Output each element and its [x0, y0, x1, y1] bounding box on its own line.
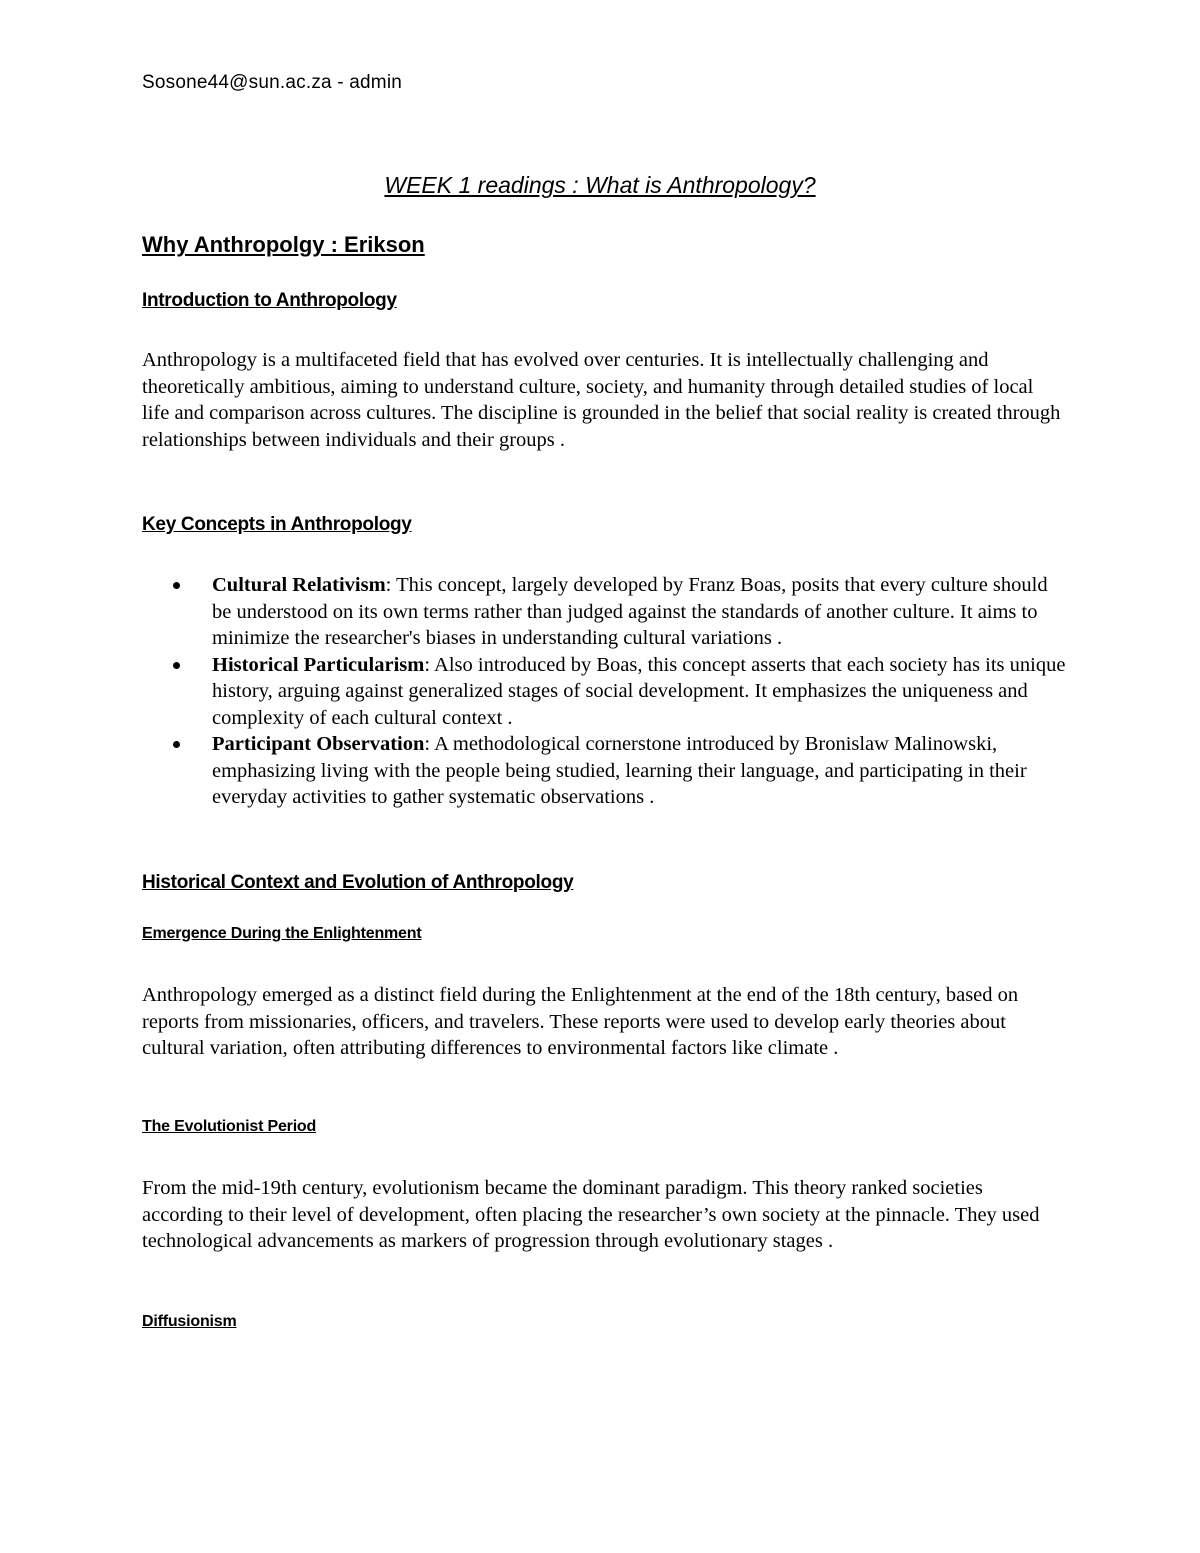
- enlightenment-paragraph: Anthropology emerged as a distinct field during the Enlightenment at the end of the 18th century, based on reports from missionaries, officers, and travelers. These reports were used to develop early theories about cultural variation, often attributing differences to environmental factors like climate .: [142, 984, 1019, 1059]
- concept-term: Historical Particularism: [212, 653, 425, 676]
- concept-text: : A methodological cornerstone introduced by Bronislaw Malinowski, emphasizing living with the people being studied, learning their language, and participating in their everyday activities to gather systematic observations .: [212, 733, 1027, 808]
- document-title: WEEK 1 readings : What is Anthropology?: [384, 172, 816, 198]
- user-header-line: Sosone44@sun.ac.za - admin: [142, 72, 403, 93]
- intro-heading: Introduction to Anthropology: [142, 290, 397, 311]
- key-concepts-list: [142, 572, 1067, 811]
- list-item: [142, 652, 1067, 732]
- concept-text: : Also introduced by Boas, this concept asserts that each society has its unique history, arguing against generalized stages of social development. It emphasizes the uniqueness and complexity of each cultural context .: [212, 653, 1066, 729]
- concept-term: Participant Observation: [212, 733, 425, 755]
- concept-text: : This concept, largely developed by Franz Boas, posits that every culture should be understood on its own terms rather than judged against the standards of another culture. It aims to minimize the researcher's biases in understanding cultural variations .: [212, 574, 1048, 649]
- main-heading: Why Anthropolgy : Erikson: [142, 232, 425, 257]
- historical-heading: Historical Context and Evolution of Anthropology: [142, 872, 574, 893]
- evolutionist-paragraph: From the mid-19th century, evolutionism became the dominant paradigm. This theory ranked societies according to their level of development, often placing the researcher’s own society at the pinnacle. They used technological advancements as markers of progression through evolutionary stages .: [142, 1177, 1040, 1252]
- bullet-icon: [173, 662, 180, 669]
- diffusionism-heading: Diffusionism: [142, 1313, 237, 1330]
- list-item: [142, 572, 1067, 652]
- list-item: [142, 731, 1067, 811]
- key-concepts-heading: Key Concepts in Anthropology: [142, 514, 412, 535]
- enlightenment-heading: Emergence During the Enlightenment: [142, 925, 422, 942]
- bullet-icon: [173, 741, 180, 748]
- bullet-icon: [173, 582, 180, 589]
- evolutionist-heading: The Evolutionist Period: [142, 1118, 317, 1135]
- concept-term: Cultural Relativism: [212, 574, 386, 596]
- intro-paragraph: Anthropology is a multifaceted field that has evolved over centuries. It is intellectually challenging and theoretically ambitious, aiming to understand culture, society, and humanity through detailed studies of local life and comparison across cultures. The discipline is grounded in the belief that social reality is created through relationships between individuals and their groups .: [142, 349, 1061, 451]
